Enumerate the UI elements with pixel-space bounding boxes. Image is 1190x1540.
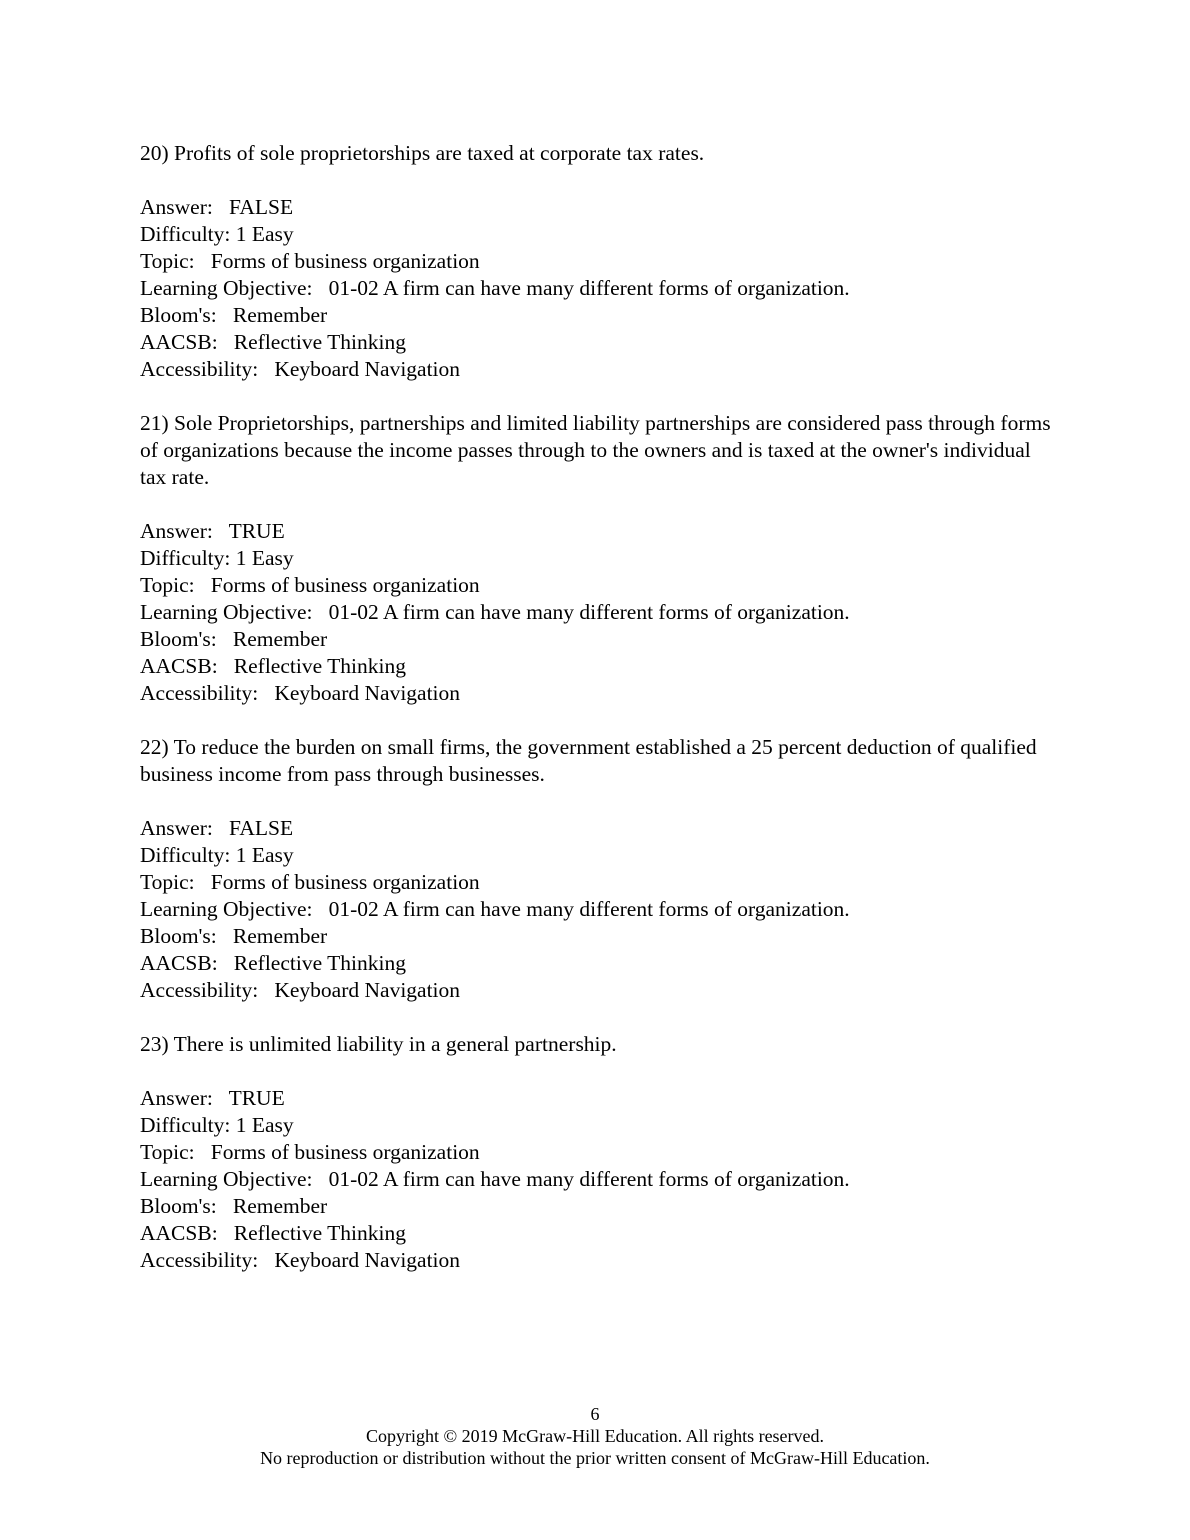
question-metadata <box>140 194 1060 383</box>
topic-line: Topic: Forms of business organization <box>140 249 480 273</box>
aacsb-line: AACSB: Reflective Thinking <box>140 654 406 678</box>
difficulty-line: Difficulty: 1 Easy <box>140 1113 294 1137</box>
accessibility-line: Accessibility: Keyboard Navigation <box>140 1248 461 1272</box>
reproduction-notice: No reproduction or distribution without the prior written consent of McGraw-Hill Education. <box>260 1448 930 1468</box>
question-text: 21) Sole Proprietorships, partnerships and limited liability partnerships are considered pass through forms of organizations because the income passes through to the owners and is taxed at the owner's individual tax rate. <box>140 411 1056 489</box>
aacsb-line: AACSB: Reflective Thinking <box>140 1221 406 1245</box>
accessibility-line: Accessibility: Keyboard Navigation <box>140 681 461 705</box>
difficulty-line: Difficulty: 1 Easy <box>140 222 294 246</box>
question-block <box>140 734 1060 1004</box>
page-number: 6 <box>590 1404 600 1424</box>
aacsb-line: AACSB: Reflective Thinking <box>140 330 406 354</box>
question-text: 22) To reduce the burden on small firms, the government established a 25 percent deduction of qualified business income from pass through businesses. <box>140 735 1043 786</box>
blooms-line: Bloom's: Remember <box>140 924 328 948</box>
question-block <box>140 410 1060 707</box>
blooms-line: Bloom's: Remember <box>140 1194 328 1218</box>
topic-line: Topic: Forms of business organization <box>140 573 480 597</box>
answer-line: Answer: FALSE <box>140 195 294 219</box>
question-metadata <box>140 1085 1060 1274</box>
blooms-line: Bloom's: Remember <box>140 303 328 327</box>
learning-objective-line: Learning Objective: 01-02 A firm can have many different forms of organization. <box>140 600 850 624</box>
question-text: 23) There is unlimited liability in a general partnership. <box>140 1032 617 1056</box>
aacsb-line: AACSB: Reflective Thinking <box>140 951 406 975</box>
question-metadata <box>140 815 1060 1004</box>
topic-line: Topic: Forms of business organization <box>140 870 480 894</box>
question-metadata <box>140 518 1060 707</box>
difficulty-line: Difficulty: 1 Easy <box>140 546 294 570</box>
answer-line: Answer: TRUE <box>140 1086 285 1110</box>
question-text: 20) Profits of sole proprietorships are taxed at corporate tax rates. <box>140 141 705 165</box>
learning-objective-line: Learning Objective: 01-02 A firm can have many different forms of organization. <box>140 276 850 300</box>
question-block <box>140 1031 1060 1274</box>
answer-line: Answer: FALSE <box>140 816 294 840</box>
topic-line: Topic: Forms of business organization <box>140 1140 480 1164</box>
difficulty-line: Difficulty: 1 Easy <box>140 843 294 867</box>
answer-line: Answer: TRUE <box>140 519 285 543</box>
learning-objective-line: Learning Objective: 01-02 A firm can have many different forms of organization. <box>140 1167 850 1191</box>
accessibility-line: Accessibility: Keyboard Navigation <box>140 978 461 1002</box>
accessibility-line: Accessibility: Keyboard Navigation <box>140 357 461 381</box>
question-list <box>140 140 1060 1301</box>
blooms-line: Bloom's: Remember <box>140 627 328 651</box>
copyright-notice: Copyright © 2019 McGraw-Hill Education. All rights reserved. <box>365 1426 825 1446</box>
reproduction-notice-clip <box>0 1447 1190 1468</box>
learning-objective-line: Learning Objective: 01-02 A firm can have many different forms of organization. <box>140 897 850 921</box>
question-block <box>140 140 1060 383</box>
